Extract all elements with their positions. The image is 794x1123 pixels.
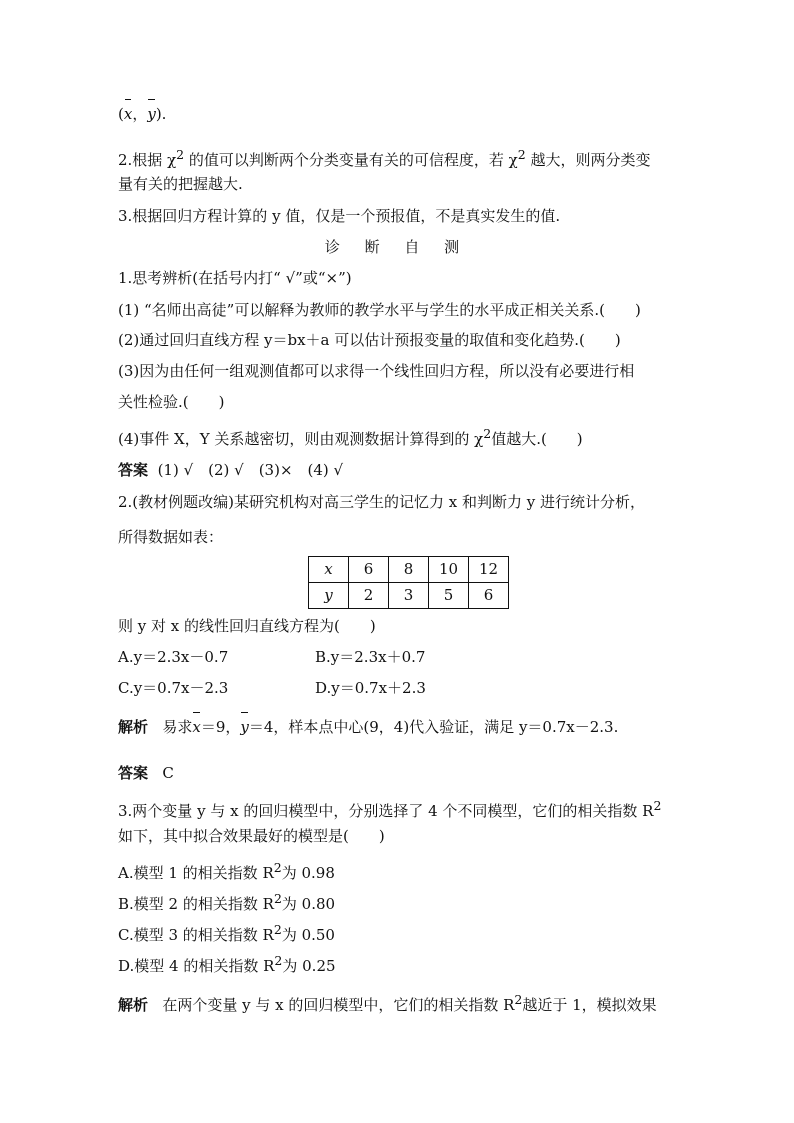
tip-2-line-1: 2.根据 $\chi^2$ 的值可以判断两个分类变量有关的可信程度，若 $\chi^2$ 越大，则两分类变 (118, 147, 651, 169)
q1-stem: 1.思考辨析(在括号内打“ √”或“×”) (118, 269, 352, 287)
q1-item-1: (1) “名师出高徒”可以解释为教师的教学水平与学生的水平成正相关关系.( ) (118, 301, 641, 319)
q3-option-a: A.模型 1 的相关指数 $R^2$为 0.98 (118, 860, 335, 882)
table-cell: 8 (389, 557, 429, 583)
table-cell: x (309, 557, 349, 583)
table-cell: 2 (349, 583, 389, 609)
q3-option-b: B.模型 2 的相关指数 $R^2$为 0.80 (118, 891, 336, 913)
q1-answer: 答案 (1) √ (2) √ (3)× (4) √ (118, 461, 344, 479)
y-bar: y (147, 105, 156, 123)
q3-stem-line-2: 如下，其中拟合效果最好的模型是( ) (118, 827, 385, 845)
table-row (309, 557, 509, 583)
q2-answer: 答案 C (118, 764, 174, 782)
paren-open: ( (118, 105, 124, 123)
q2-option-d: D.y＝0.7x＋2.3 (315, 679, 426, 697)
paren-close: ). (155, 105, 167, 123)
table-cell: 12 (469, 557, 509, 583)
q2-stem-line-1: 2.(教材例题改编)某研究机构对高三学生的记忆力 x 和判断力 y 进行统计分析， (118, 493, 646, 511)
section-title: 诊 断 自 测 (324, 238, 470, 256)
q1-item-3-line-2: 关性检验.( ) (118, 393, 225, 411)
q3-stem-line-1: 3.两个变量 y 与 x 的回归模型中，分别选择了 4 个不同模型，它们的相关指数 $R^2$ (118, 798, 662, 820)
analysis-label: 解析 (118, 996, 149, 1014)
table-cell: y (309, 583, 349, 609)
data-table (308, 556, 509, 609)
comma: ， (132, 105, 148, 123)
x-bar: x (123, 105, 133, 123)
table-cell: 5 (429, 583, 469, 609)
q2-option-b: B.y＝2.3x＋0.7 (315, 648, 426, 666)
q2-option-a: A.y＝2.3x－0.7 (118, 648, 229, 666)
q2-stem-line-2: 所得数据如表： (118, 528, 224, 546)
q1-item-3-line-1: (3)因为由任何一组观测值都可以求得一个线性回归方程，所以没有必要进行相 (118, 362, 635, 380)
table-cell: 6 (469, 583, 509, 609)
q3-option-c: C.模型 3 的相关指数 $R^2$为 0.50 (118, 922, 335, 944)
q3-analysis: 解析 在两个变量 y 与 x 的回归模型中，它们的相关指数 $R^2$越近于 1，模拟效果 (118, 992, 657, 1014)
q1-item-2: (2)通过回归直线方程 y＝bx＋a 可以估计预报变量的取值和变化趋势.( ) (118, 331, 621, 349)
table-row (309, 583, 509, 609)
mean-point-fragment (118, 104, 166, 124)
q3-option-d: D.模型 4 的相关指数 $R^2$为 0.25 (118, 953, 336, 975)
q2-option-c: C.y＝0.7x－2.3 (118, 679, 229, 697)
q2-analysis: 解析 易求x＝9，y＝4，样本点中心(9，4)代入验证，满足 y＝0.7x－2.3. (118, 718, 619, 736)
q1-item-4: (4)事件 X，Y 关系越密切，则由观测数据计算得到的 $\chi^2$值越大.( ) (118, 426, 583, 448)
table-cell: 6 (349, 557, 389, 583)
answer-label: 答案 (118, 461, 149, 479)
analysis-label: 解析 (118, 718, 149, 736)
q2-ask: 则 y 对 x 的线性回归直线方程为( ) (118, 617, 376, 635)
answer-label: 答案 (118, 764, 149, 782)
table-cell: 3 (389, 583, 429, 609)
table-cell: 10 (429, 557, 469, 583)
tip-3: 3.根据回归方程计算的 y 值，仅是一个预报值，不是真实发生的值. (118, 207, 561, 225)
tip-2-line-2: 量有关的把握越大. (118, 175, 243, 193)
